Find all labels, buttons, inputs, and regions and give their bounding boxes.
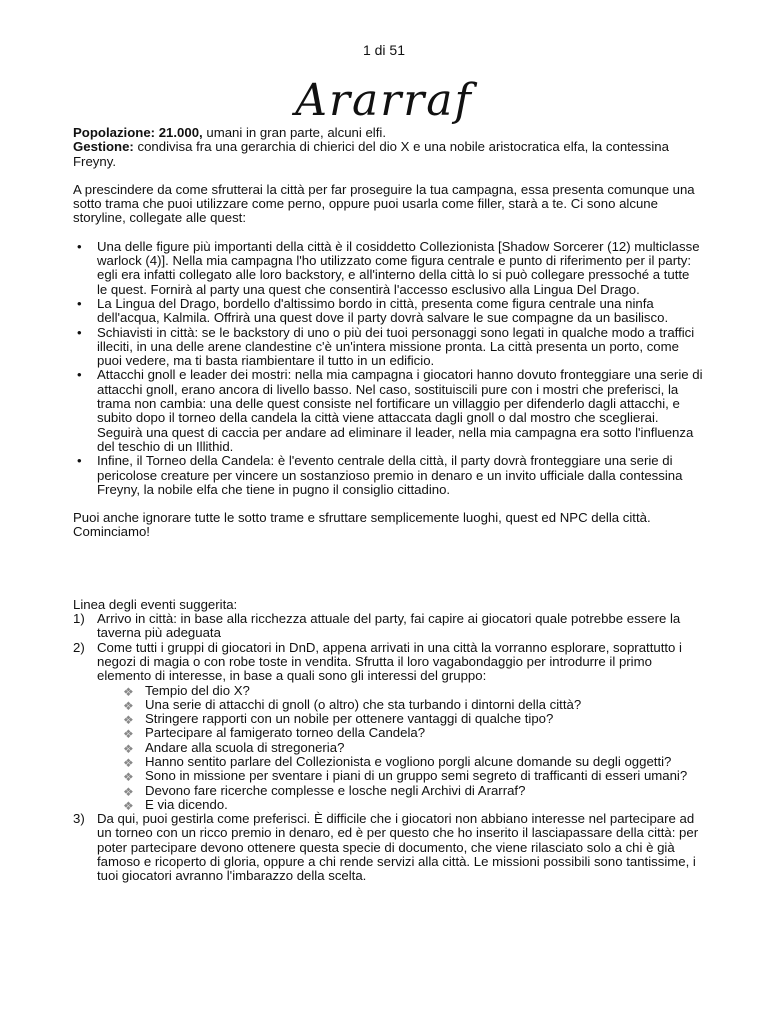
intro-paragraph: A prescindere da come sfrutterai la città per far proseguire la tua campagna, essa presenta comunque una sotto trama che puoi utilizzare come perno, oppure puoi usarla come filler, starà a te. Ci sono alcune storyline, collegate alle quest: (73, 181, 695, 226)
diamond-bullet-icon: ❖ (123, 727, 134, 742)
interest-text: Tempio del dio X? (145, 682, 250, 698)
step-text: Da qui, puoi gestirla come preferisci. È difficile che i giocatori non abbiano interesse nel partecipare ad un torneo con un ricco premio in denaro, ed è per questo che ho inserito il lasciapassare della città: per poter partecipare devono ottenere questa specie di documento, che viene rilasciato solo a chi è già famoso e ricoperto di gloria, oppure a chi rende servizi alla città. Le missioni possibili sono tantissime, i tuoi giocatori avranno l'imbarazzo della scelta. (97, 811, 699, 884)
interest-list (97, 684, 703, 813)
storyline-item: • La Lingua del Drago, bordello d'altissimo bordo in città, presenta come figura centrale una ninfa dell'acqua, Kalmila. Offrirà una quest dove il party dovrà salvare le sue compagne da un basilisco. (97, 297, 703, 326)
diamond-bullet-icon: ❖ (123, 798, 134, 813)
interest-item (123, 753, 703, 770)
diamond-bullet-icon: ❖ (123, 755, 134, 770)
storyline-list (73, 240, 703, 497)
storyline-item: • Schiavisti in città: se le backstory di uno o più dei tuoi personaggi sono legati in qualche modo a traffici illeciti, in una delle arene clandestine c'è un'intera missione pronta. La città presenta un porto, come puoi vedere, ma ti basta riambientare il tutto in un edificio. (97, 326, 703, 369)
step-number: 2) (73, 639, 85, 655)
interest-text: Andare alla scuola di stregoneria? (145, 739, 345, 755)
diamond-bullet-icon: ❖ (123, 684, 134, 699)
interest-item (123, 725, 703, 742)
interest-text: Stringere rapporti con un nobile per ottenere vantaggi di qualche tipo? (145, 711, 554, 727)
interest-item (123, 711, 703, 728)
storyline-item: • Infine, il Torneo della Candela: è l'evento centrale della città, il party dovrà fronteggiare una serie di pericolose creature per vincere un sostanzioso premio in denaro e un invito ufficiale dalla contessina Freyny, la nobile elfa che tiene in pugno il consiglio cittadino. (97, 454, 703, 497)
timeline-steps (73, 612, 703, 884)
management-label: Gestione: (73, 139, 134, 155)
document-body (73, 126, 703, 884)
storyline-item: • Attacchi gnoll e leader dei mostri: nella mia campagna i giocatori hanno dovuto fronteggiare una serie di attacchi gnoll, erano ancora di livello basso. Nel caso, sostituiscili pure con i mostri che preferisci, la trama non cambia: una delle quest consiste nel fortificare un villaggio per difenderlo dagli attacchi, e subito dopo il torneo della candela la città viene attaccata dagli gnoll o dal mostro che sceglierai. Seguirà una quest di caccia per andare ad eliminare il leader, nella mia campagna era sotto l'influenza del teschio di un Illithid. (97, 368, 703, 454)
diamond-bullet-icon: ❖ (123, 713, 134, 728)
document-title: Ararraf (295, 75, 473, 126)
step-text: Come tutti i gruppi di giocatori in DnD, appena arrivati in una città la vorranno esplorare, soprattutto i negozi di magia o con robe toste in vendita. Sfrutta il loro vagabondaggio per introdurre il primo elemento di interesse, in base a quali sono gli interessi del gruppo: (97, 639, 682, 684)
interest-item (123, 768, 703, 785)
population-text: umani in gran parte, alcuni elfi. (202, 125, 386, 140)
interest-item (123, 796, 703, 813)
management-line (73, 140, 703, 169)
interest-text: E via dicendo. (145, 796, 228, 812)
outro-paragraph: Puoi anche ignorare tutte le sotto trame e sfruttare semplicemente luoghi, quest ed NPC della città. Cominciamo! (73, 510, 651, 540)
timeline-step (73, 639, 703, 813)
interest-text: Partecipare al famigerato torneo della Candela? (145, 725, 426, 741)
timeline-heading: Linea degli eventi suggerita: (73, 596, 238, 612)
interest-item (123, 739, 703, 756)
population-label: Popolazione: 21.000, (73, 125, 203, 140)
timeline-step (73, 611, 703, 641)
diamond-bullet-icon: ❖ (123, 698, 134, 713)
diamond-bullet-icon: ❖ (123, 784, 134, 799)
page-number: 1 di 51 (362, 42, 406, 58)
interest-text: Devono fare ricerche complesse e losche negli Archivi di Ararraf? (145, 782, 526, 798)
interest-item (123, 782, 703, 799)
step-number: 3) (73, 811, 85, 827)
interest-item (123, 696, 703, 713)
interest-text: Una serie di attacchi di gnoll (o altro) che sta turbando i dintorni della città? (145, 696, 582, 712)
management-text: condivisa fra una gerarchia di chierici del dio X e una nobile aristocratica elfa, la contessina Freyny. (73, 139, 669, 169)
diamond-bullet-icon: ❖ (123, 741, 134, 756)
diamond-bullet-icon: ❖ (123, 770, 134, 785)
interest-text: Hanno sentito parlare del Collezionista e vogliono porgli alcune domande su degli oggetti? (145, 753, 672, 769)
step-number: 1) (73, 611, 85, 627)
timeline-step (73, 811, 703, 884)
step-text: Arrivo in città: in base alla ricchezza attuale del party, fai capire ai giocatori quale potrebbe essere la taverna più adeguata (97, 611, 681, 641)
interest-text: Sono in missione per sventare i piani di un gruppo semi segreto di trafficanti di esseri umani? (145, 768, 688, 784)
interest-item (123, 682, 703, 699)
population-line (73, 126, 703, 140)
storyline-item: • Una delle figure più importanti della città è il cosiddetto Collezionista [Shadow Sorcerer (12) multiclasse warlock (4)]. Nella mia campagna l'ho utilizzato come figura centrale e punto di riferimento per il party: egli era infatti collegato alle loro backstory, e all'interno della città lo si può collegare pressoché a tutte le quest. Fornirà al party una quest che consentirà l'accesso esclusivo alla Lingua Del Drago. (97, 240, 703, 297)
